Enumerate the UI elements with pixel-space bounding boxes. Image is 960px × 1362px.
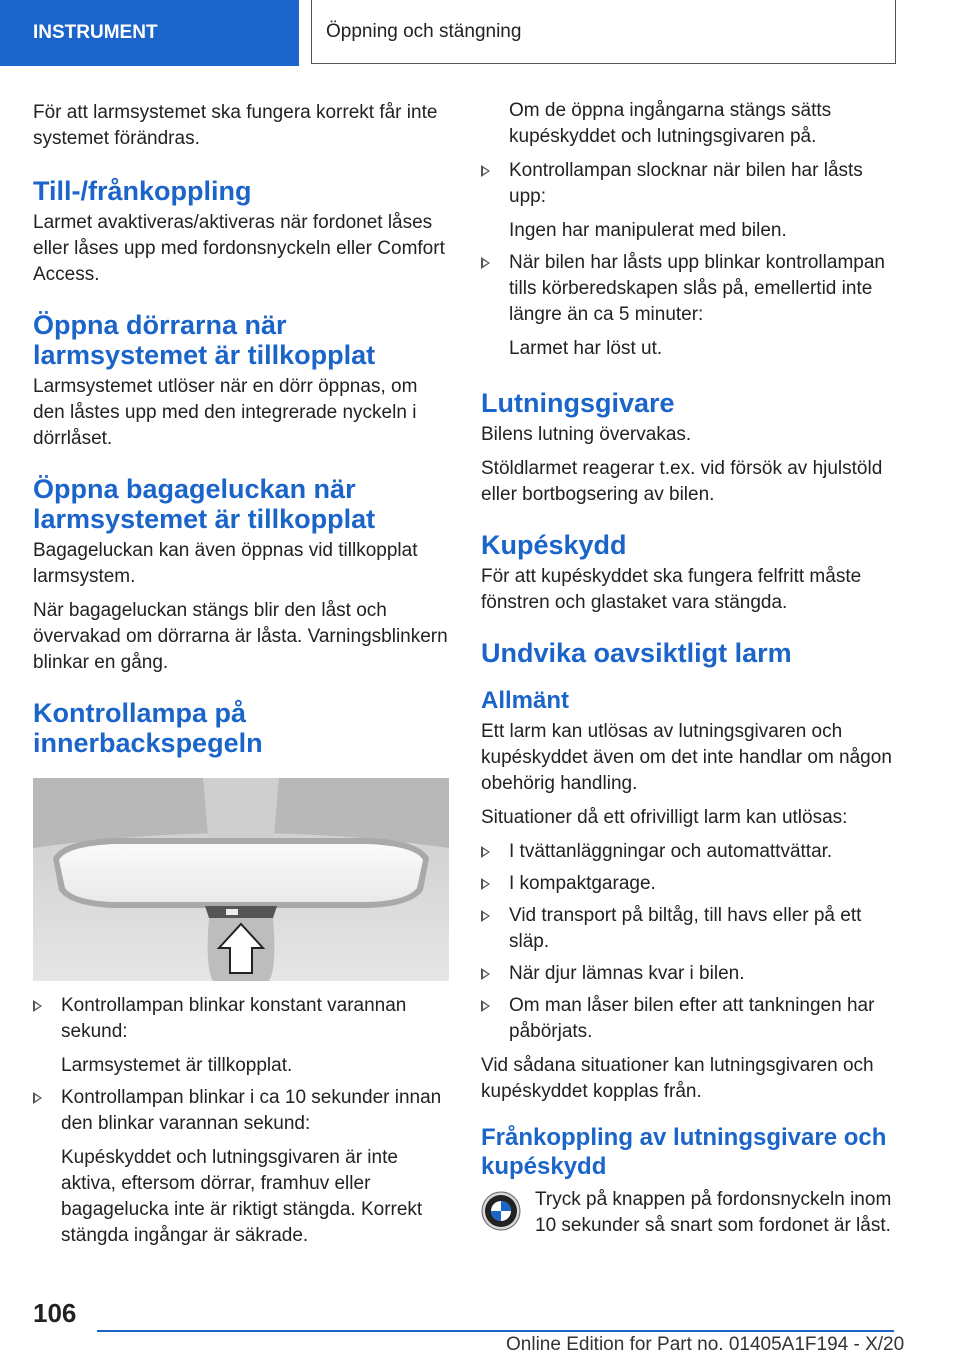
list-item: När djur lämnas kvar i bilen.	[481, 961, 899, 987]
footer-divider	[97, 1330, 894, 1332]
list-item: I kompaktgarage.	[481, 871, 899, 897]
footer-edition: Online Edition for Part no. 01405A1F194 - X/20	[506, 1334, 905, 1355]
continued-paragraph: Om de öppna ingångarna stängs sätts kupéskyddet och lutningsgivaren på.	[509, 100, 832, 147]
paragraph-interior: För att kupéskyddet ska fungera felfritt måste fönstren och glastaket vara stängda.	[481, 566, 862, 613]
heading-interior-protection: Kupéskydd	[481, 530, 627, 560]
paragraph-tilt-2: Stöldlarmet reagerar t.ex. vid försök av hjulstöld eller bortbogsering av bilen.	[481, 458, 883, 505]
lamp-status-list	[33, 993, 449, 1249]
key-instruction	[481, 1187, 899, 1247]
bmw-logo-icon	[481, 1191, 521, 1231]
list-item: I tvättanläggningar och automattvättar.	[481, 839, 899, 865]
intro-paragraph: För att larmsystemet ska fungera korrekt får inte systemet förändras.	[33, 102, 438, 149]
paragraph-trunk-1: Bagageluckan kan även öppnas vid tillkopplat larmsystem.	[33, 540, 418, 587]
heading-till-frankoppling: Till-/frånkoppling	[33, 176, 252, 206]
heading-open-doors: Öppna dörrarna när larmsystemet är tillkopplat	[33, 310, 376, 370]
paragraph-till: Larmet avaktiveras/aktiveras när fordonet låses eller låses upp med fordonsnyckeln eller Comfort Access.	[33, 212, 445, 285]
heading-open-trunk: Öppna bagageluckan när larmsystemet är tillkopplat	[33, 474, 376, 534]
page-number: 106	[33, 1298, 77, 1328]
list-item: Kontrollampan blinkar konstant varannan sekund: Larmsystemet är tillkopplat.	[33, 993, 449, 1079]
heading-general: Allmänt	[481, 687, 570, 714]
list-item: När bilen har låsts upp blinkar kontrollampan tills körberedskapen slås på, emellertid inte längre än ca 5 minuter: Larmet har löst ut.	[481, 250, 899, 362]
page-header	[0, 0, 960, 66]
situations-list	[481, 839, 899, 1045]
paragraph-tilt-1: Bilens lutning övervakas.	[481, 424, 692, 445]
paragraph-trunk-2: När bagageluckan stängs blir den låst och övervakad om dörrarna är låsta. Varningsblinkern blinkar en gång.	[33, 600, 448, 673]
list-item: Kontrollampan blinkar i ca 10 sekunder innan den blinkar varannan sekund: Kupéskyddet och lutningsgivaren är inte aktiva, eftersom dörrar, framhuv eller bagagelucka inte är riktigt stängda. Korrekt stängda ingångar är säkrade.	[33, 1085, 449, 1249]
paragraph-key: Tryck på knappen på fordonsnyckeln inom 10 sekunder så snart som fordonet är låst.	[535, 1189, 892, 1236]
chapter-tab: Öppning och stängning	[311, 0, 896, 64]
left-column	[33, 100, 449, 1257]
heading-control-lamp: Kontrollampa på innerbackspegeln	[33, 698, 263, 758]
heading-tilt-sensor: Lutningsgivare	[481, 388, 675, 418]
paragraph-general: Ett larm kan utlösas av lutningsgivaren och kupéskyddet även om det inte handlar om någon obehörig handling.	[481, 721, 892, 794]
section-tab: INSTRUMENT	[0, 0, 299, 66]
rearview-mirror-illustration	[33, 778, 449, 981]
paragraph-deactivate: Vid sådana situationer kan lutningsgivaren och kupéskyddet kopplas från.	[481, 1055, 874, 1102]
list-item: Kontrollampan slocknar när bilen har låsts upp: Ingen har manipulerat med bilen.	[481, 158, 899, 244]
lamp-status-list-continued	[481, 158, 899, 362]
paragraph-doors: Larmsystemet utlöser när en dörr öppnas, om den låstes upp med den integrerade nyckeln i dörrlåset.	[33, 376, 418, 449]
right-column	[481, 98, 899, 1247]
list-item: Vid transport på biltåg, till havs eller på ett släp.	[481, 903, 899, 955]
paragraph-situations: Situationer då ett ofrivilligt larm kan utlösas:	[481, 807, 848, 828]
heading-avoid-false-alarm: Undvika oavsiktligt larm	[481, 638, 792, 668]
list-item: Om man låser bilen efter att tankningen har påbörjats.	[481, 993, 899, 1045]
heading-deactivation: Frånkoppling av lutningsgivare och kupéskydd	[481, 1124, 887, 1180]
